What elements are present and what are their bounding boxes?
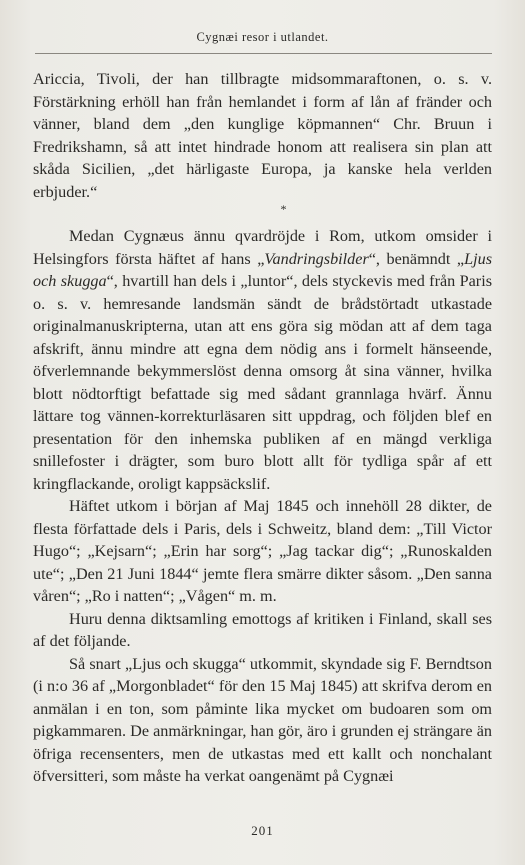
italic-title-vandringsbilder: Vandringsbilder <box>264 249 369 268</box>
paragraph-1: Ariccia, Tivoli, der han tillbragte midsommaraftonen, o. s. v. Förstärkning erhöll han från hemlandet i form af lån af fränder och vänner, bland dem „den kunglige köpmannen“ Chr. Bruun i Fredrikshamn, så att intet hindrade honom att realisera sin plan att skåda Sicilien, „det härligaste Europa, ja kanske hela verlden erbjuder.“ <box>33 70 492 201</box>
header-rule <box>35 53 492 54</box>
italic-title-ljus-och-skugga: Ljus och skugga <box>33 249 493 290</box>
paragraph-3: Häftet utkom i början af Maj 1845 och innehöll 28 dikter, de flesta författade dels i Paris, dels i Schweitz, bland dem: „Till Victor Hugo“; „Kejsarn“; „Erin har sorg“; „Jag tackar dig“; „Runoskalden ute“; „Den 21 Juni 1844“ jemte flera smärre dikter såsom. „Den sanna våren“; „Ro i natten“; „Vågen“ m. m. <box>33 497 492 605</box>
paragraph-2-middle: “, benämndt „ <box>368 249 465 268</box>
section-break-asterisk: * <box>280 202 287 216</box>
paragraph-2 <box>33 225 492 495</box>
paragraph-4: Huru denna diktsamling emottogs af kritiken i Finland, skall ses af det följande. <box>33 609 492 650</box>
paragraph-2-before: Medan Cygnæus ännu qvardröjde i Rom, utkom omsider i Helsingfors första häftet af hans „ <box>33 227 492 268</box>
body-text <box>33 68 492 788</box>
running-head: Cygnæi resor i utlandet. <box>196 30 329 44</box>
paragraph-2-after: “, hvartill han dels i „luntor“, dels styckevis med från Paris o. s. v. hemresande landsmän sändt de brådstörtadt utkastade originalmanuskripterna, utan att ens göra sig mödan att af dem taga afskrift, ännu mindre att egna dem nödig ans i formelt hänseende, öfverlemnande bekymmerslöst denna omsorg åt sina vänner, hvilka blott nödtorftigt befattade sig med sådant grannlaga hvärf. Ännu lättare tog vännen-korrekturläsaren sitt uppdrag, och följden blef en presentation för den inhemska publiken af en mängd verkliga snillefoster i drägter, som buro blott allt för tydliga spår af ett kringflackande, oroligt kappsäckslif. <box>33 272 492 493</box>
page-number: 201 <box>251 823 274 838</box>
paragraph-5: Så snart „Ljus och skugga“ utkommit, skyndade sig F. Berndtson (i n:o 36 af „Morgonbladet“ för den 15 Maj 1845) att skrifva derom en anmälan i en ton, som påminte lika mycket om budoaren som om pigkammaren. De anmärkningar, han gör, äro i grunden ej strängare än öfriga recensenters, men de utkastas med ett kallt och nonchalant öfversitteri, som måste ha verkat oangenämt på Cygnæi <box>33 654 492 785</box>
